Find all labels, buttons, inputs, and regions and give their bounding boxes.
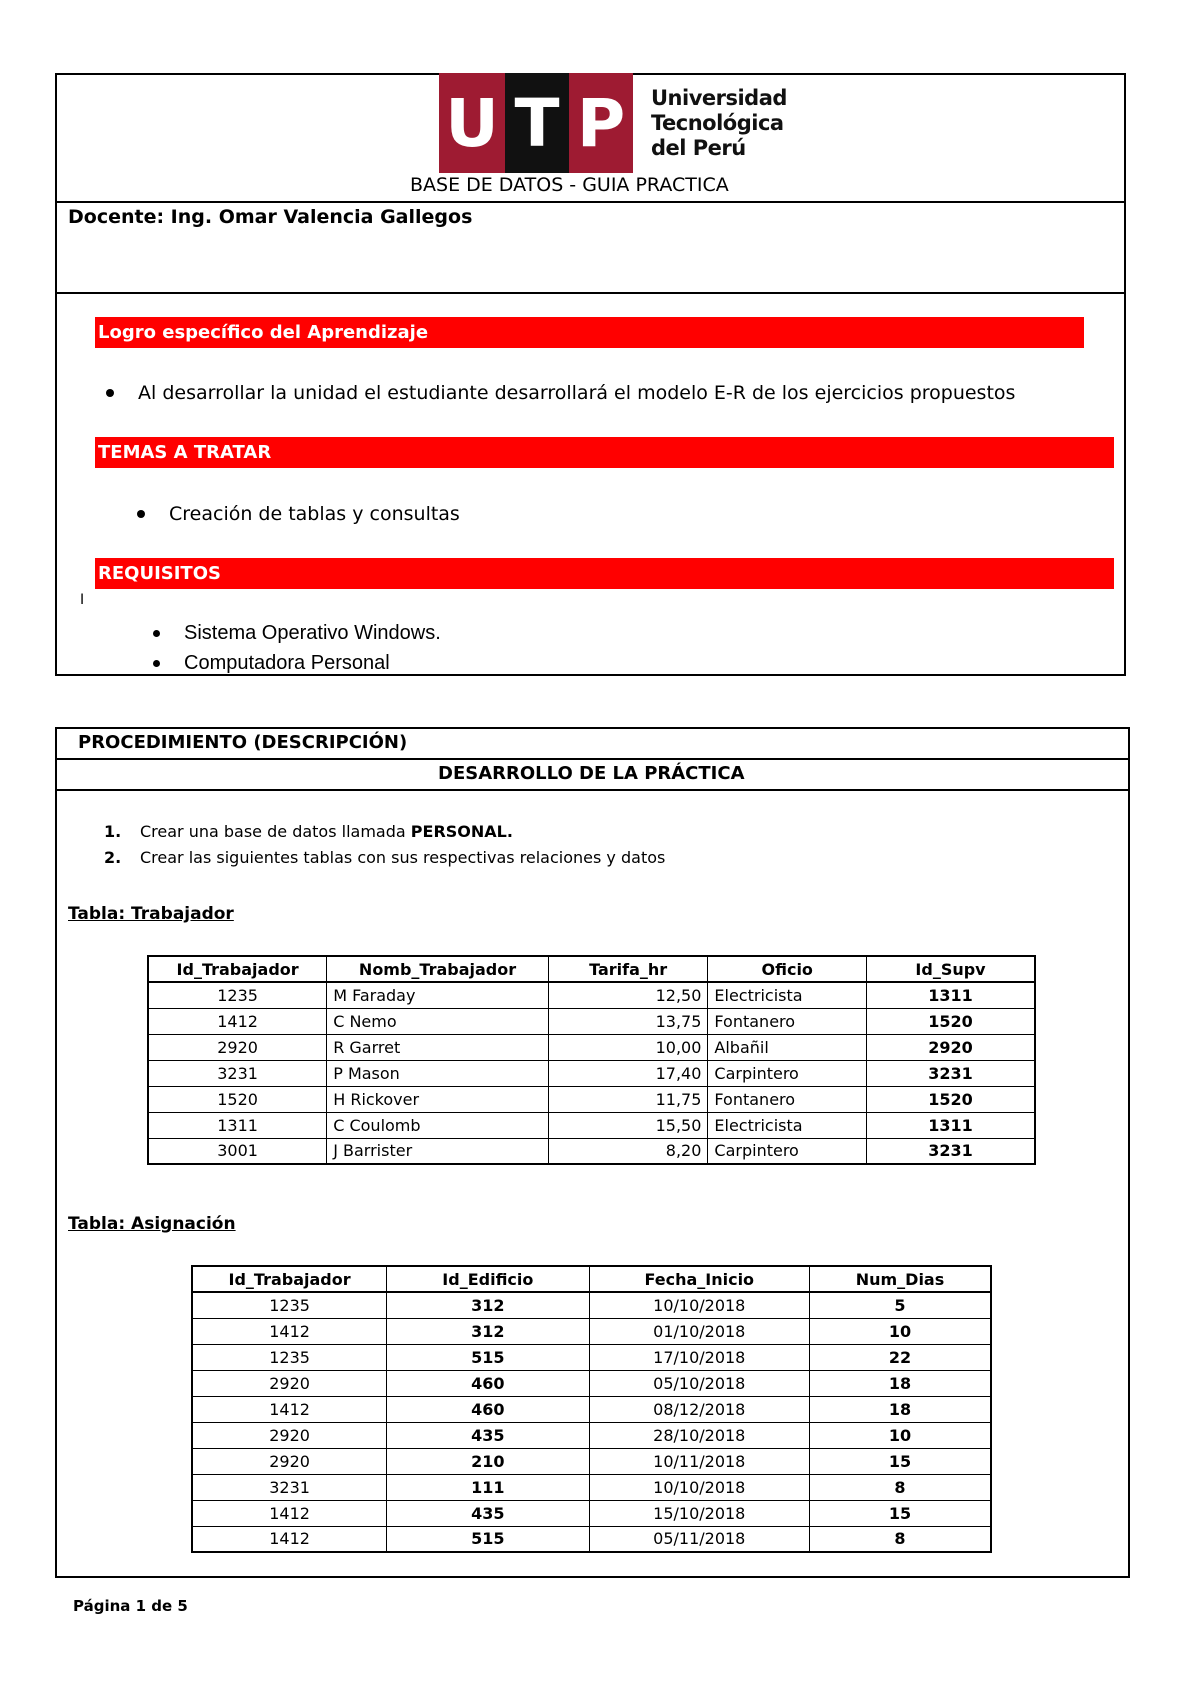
table-cell: 12,50 — [548, 982, 708, 1008]
table-cell: 17,40 — [548, 1060, 708, 1086]
table-cell: Electricista — [708, 1112, 867, 1138]
doc-title: BASE DE DATOS - GUIA PRACTICA — [410, 174, 729, 196]
bullet-icon — [137, 510, 145, 518]
logro-text: Al desarrollar la unidad el estudiante desarrollará el modelo E-R de los ejercicios propuestos — [138, 382, 1016, 404]
header-divider — [55, 201, 1126, 203]
table-cell: C Nemo — [327, 1008, 549, 1034]
table-cell: M Faraday — [327, 982, 549, 1008]
table-cell: 435 — [387, 1422, 589, 1448]
column-header: Fecha_Inicio — [589, 1266, 809, 1292]
docente-divider — [55, 292, 1126, 294]
table-cell: 05/11/2018 — [589, 1526, 809, 1552]
table-cell: 515 — [387, 1344, 589, 1370]
table-cell: 3231 — [148, 1060, 327, 1086]
column-header: Tarifa_hr — [548, 956, 708, 982]
bullet-icon — [106, 389, 114, 397]
table-cell: R Garret — [327, 1034, 549, 1060]
table-cell: P Mason — [327, 1060, 549, 1086]
table-header-row — [148, 956, 1035, 982]
logro-bar: Logro específico del Aprendizaje — [95, 317, 1084, 348]
table-cell: 2920 — [192, 1422, 387, 1448]
development-heading: DESARROLLO DE LA PRÁCTICA — [438, 763, 745, 784]
table-row — [192, 1370, 991, 1396]
column-header: Id_Trabajador — [192, 1266, 387, 1292]
table-cell: 460 — [387, 1396, 589, 1422]
table-cell: 1412 — [192, 1526, 387, 1552]
bullet-icon — [153, 630, 160, 637]
logo-letter-u: U — [439, 73, 505, 173]
table-row — [192, 1422, 991, 1448]
column-header: Id_Edificio — [387, 1266, 589, 1292]
table-cell: 435 — [387, 1500, 589, 1526]
table-cell: 15,50 — [548, 1112, 708, 1138]
logo-name-line: del Perú — [651, 136, 746, 160]
table-cell: 15 — [809, 1448, 991, 1474]
step-text: Crear las siguientes tablas con sus respectivas relaciones y datos — [140, 848, 666, 867]
step-item — [104, 822, 513, 841]
table-cell: 2920 — [192, 1370, 387, 1396]
table-cell: C Coulomb — [327, 1112, 549, 1138]
table-cell: 1520 — [148, 1086, 327, 1112]
table-cell: 210 — [387, 1448, 589, 1474]
trabajador-label: Tabla: Trabajador — [68, 904, 234, 924]
table-cell: 1520 — [867, 1086, 1035, 1112]
table-row — [192, 1526, 991, 1552]
table-cell: 10/10/2018 — [589, 1292, 809, 1318]
table-cell: 08/12/2018 — [589, 1396, 809, 1422]
table-cell: 1311 — [148, 1112, 327, 1138]
trabajador-table — [147, 955, 1036, 1165]
asignacion-table — [191, 1265, 992, 1553]
table-cell: 1235 — [148, 982, 327, 1008]
table-cell: 05/10/2018 — [589, 1370, 809, 1396]
table-cell: 01/10/2018 — [589, 1318, 809, 1344]
table-cell: 5 — [809, 1292, 991, 1318]
logo-letter-p: P — [569, 73, 633, 173]
table-cell: 28/10/2018 — [589, 1422, 809, 1448]
table-cell: 1520 — [867, 1008, 1035, 1034]
requisito-item — [153, 622, 441, 645]
table-cell: 515 — [387, 1526, 589, 1552]
table-row — [192, 1500, 991, 1526]
table-row — [148, 1112, 1035, 1138]
table-cell: Carpintero — [708, 1060, 867, 1086]
logro-item — [106, 382, 1015, 404]
table-cell: 8 — [809, 1474, 991, 1500]
table-row — [192, 1396, 991, 1422]
table-cell: 3231 — [867, 1060, 1035, 1086]
table-cell: 11,75 — [548, 1086, 708, 1112]
table-row — [148, 1086, 1035, 1112]
logo-name-line: Tecnológica — [651, 111, 784, 135]
table-cell: 312 — [387, 1292, 589, 1318]
table-cell: 10 — [809, 1318, 991, 1344]
table-cell: 18 — [809, 1370, 991, 1396]
temas-bar: TEMAS A TRATAR — [95, 437, 1114, 468]
table-row — [192, 1292, 991, 1318]
table-cell: 22 — [809, 1344, 991, 1370]
table-cell: 1412 — [192, 1318, 387, 1344]
table-row — [148, 1138, 1035, 1164]
table-header-row — [192, 1266, 991, 1292]
bullet-icon — [153, 660, 160, 667]
table-cell: 15 — [809, 1500, 991, 1526]
procedure-divider — [55, 758, 1130, 760]
table-cell: 10/10/2018 — [589, 1474, 809, 1500]
table-cell: 1235 — [192, 1292, 387, 1318]
table-row — [148, 1034, 1035, 1060]
step-number: 1. — [104, 822, 122, 841]
requisitos-bar: REQUISITOS — [95, 558, 1114, 589]
table-row — [192, 1318, 991, 1344]
step-text: Crear una base de datos llamada — [140, 822, 411, 841]
docente-line: Docente: Ing. Omar Valencia Gallegos — [68, 206, 473, 228]
column-header: Num_Dias — [809, 1266, 991, 1292]
table-cell: Carpintero — [708, 1138, 867, 1164]
asignacion-label: Tabla: Asignación — [68, 1214, 236, 1234]
table-cell: 1311 — [867, 1112, 1035, 1138]
table-cell: 8 — [809, 1526, 991, 1552]
step-item — [104, 848, 665, 867]
column-header: Nomb_Trabajador — [327, 956, 549, 982]
table-cell: 1235 — [192, 1344, 387, 1370]
table-row — [148, 1060, 1035, 1086]
table-row — [148, 1008, 1035, 1034]
table-cell: 1412 — [192, 1396, 387, 1422]
development-divider — [55, 789, 1130, 791]
table-cell: 8,20 — [548, 1138, 708, 1164]
table-cell: 17/10/2018 — [589, 1344, 809, 1370]
table-cell: 460 — [387, 1370, 589, 1396]
table-cell: 2920 — [148, 1034, 327, 1060]
page-number: Página 1 de 5 — [73, 1597, 188, 1615]
table-row — [148, 982, 1035, 1008]
table-cell: 312 — [387, 1318, 589, 1344]
requisito-item — [153, 652, 390, 675]
column-header: Id_Supv — [867, 956, 1035, 982]
table-cell: Albañil — [708, 1034, 867, 1060]
logo-letter-t: T — [505, 73, 569, 173]
procedure-heading: PROCEDIMIENTO (DESCRIPCIÓN) — [78, 732, 408, 753]
table-cell: 2920 — [867, 1034, 1035, 1060]
requisitos-marker: I — [80, 592, 85, 608]
trabajador-body — [148, 982, 1035, 1164]
asignacion-body — [192, 1292, 991, 1552]
logo-name — [651, 86, 787, 161]
table-cell: 10/11/2018 — [589, 1448, 809, 1474]
temas-text: Creación de tablas y consultas — [169, 503, 460, 525]
table-cell: J Barrister — [327, 1138, 549, 1164]
table-cell: H Rickover — [327, 1086, 549, 1112]
table-cell: 2920 — [192, 1448, 387, 1474]
table-cell: 111 — [387, 1474, 589, 1500]
step-bold-text: PERSONAL. — [410, 822, 513, 841]
logo-name-line: Universidad — [651, 86, 787, 110]
table-cell: 3231 — [192, 1474, 387, 1500]
table-cell: Electricista — [708, 982, 867, 1008]
table-cell: 3231 — [867, 1138, 1035, 1164]
temas-item — [137, 503, 460, 525]
table-cell: 1412 — [192, 1500, 387, 1526]
table-cell: 15/10/2018 — [589, 1500, 809, 1526]
table-row — [192, 1474, 991, 1500]
table-cell: 13,75 — [548, 1008, 708, 1034]
table-row — [192, 1448, 991, 1474]
table-cell: 1412 — [148, 1008, 327, 1034]
table-cell: 1311 — [867, 982, 1035, 1008]
column-header: Id_Trabajador — [148, 956, 327, 982]
table-cell: Fontanero — [708, 1008, 867, 1034]
table-row — [192, 1344, 991, 1370]
step-number: 2. — [104, 848, 122, 867]
table-cell: Fontanero — [708, 1086, 867, 1112]
table-cell: 10 — [809, 1422, 991, 1448]
utp-logo — [439, 73, 633, 173]
requisito-text: Computadora Personal — [184, 652, 390, 674]
table-cell: 10,00 — [548, 1034, 708, 1060]
table-cell: 3001 — [148, 1138, 327, 1164]
column-header: Oficio — [708, 956, 867, 982]
requisito-text: Sistema Operativo Windows. — [184, 622, 441, 644]
table-cell: 18 — [809, 1396, 991, 1422]
